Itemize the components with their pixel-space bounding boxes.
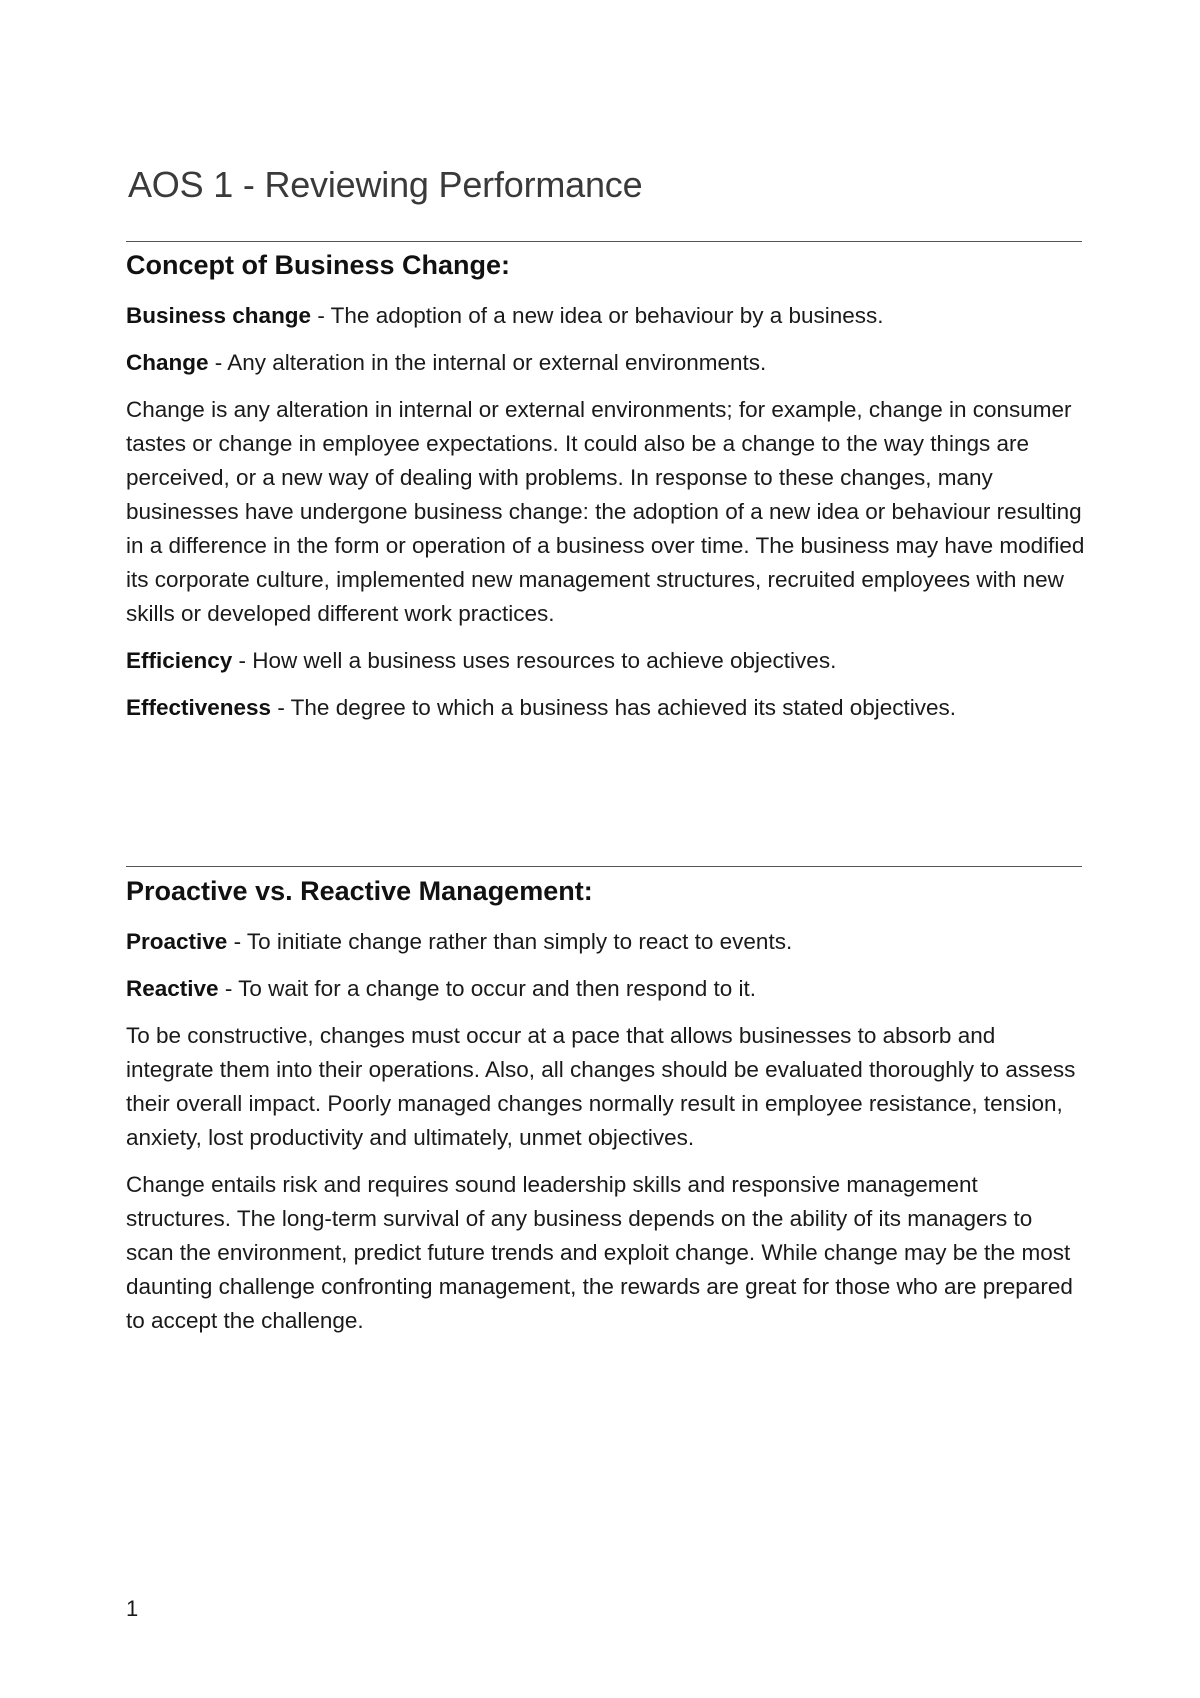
definition-term: Proactive [126,929,228,954]
definition-reactive [126,972,1086,1006]
definition-change [126,346,1086,380]
definition-text: - The degree to which a business has achieved its stated objectives. [271,695,957,720]
definition-text: - To wait for a change to occur and then respond to it. [218,976,756,1001]
definition-effectiveness [126,691,1086,725]
section-heading: Concept of Business Change: [126,250,511,280]
definition-text: - To initiate change rather than simply to react to events. [227,929,793,954]
definition-text: - The adoption of a new idea or behaviour by a business. [311,303,884,328]
definition-term: Business change [126,303,312,328]
body-paragraph: Change is any alteration in internal or external environments; for example, change in consumer tastes or change in employee expectations. It could also be a change to the way things are perceived, or a new way of dealing with problems. In response to these changes, many businesses have undergone business change: the adoption of a new idea or behaviour resulting in a difference in the form or operation of a business over time. The business may have modified its corporate culture, implemented new management structures, recruited employees with new skills or developed different work practices. [126,397,1085,626]
definition-proactive [126,925,1086,959]
definition-business-change [126,299,1086,333]
document-title: AOS 1 - Reviewing Performance [128,164,643,205]
section-proactive-reactive [126,876,1086,1351]
section-divider [126,241,1082,242]
body-paragraph: To be constructive, changes must occur at a pace that allows businesses to absorb and integrate them into their operations. Also, all changes should be evaluated thoroughly to assess their overall impact. Poorly managed changes normally result in employee resistance, tension, anxiety, lost productivity and ultimately, unmet objectives. [126,1023,1076,1150]
definition-term: Efficiency [126,648,233,673]
definition-text: - Any alteration in the internal or external environments. [208,350,767,375]
body-paragraph: Change entails risk and requires sound leadership skills and responsive management structures. The long-term survival of any business depends on the ability of its managers to scan the environment, predict future trends and exploit change. While change may be the most daunting challenge confronting management, the rewards are great for those who are prepared to accept the challenge. [126,1172,1073,1333]
page-number: 1 [126,1596,139,1621]
section-heading: Proactive vs. Reactive Management: [126,876,593,906]
definition-term: Reactive [126,976,219,1001]
definition-text: - How well a business uses resources to achieve objectives. [232,648,837,673]
section-business-change [126,250,1086,738]
definition-efficiency [126,644,1086,678]
definition-term: Effectiveness [126,695,272,720]
section-divider [126,866,1082,867]
definition-term: Change [126,350,209,375]
